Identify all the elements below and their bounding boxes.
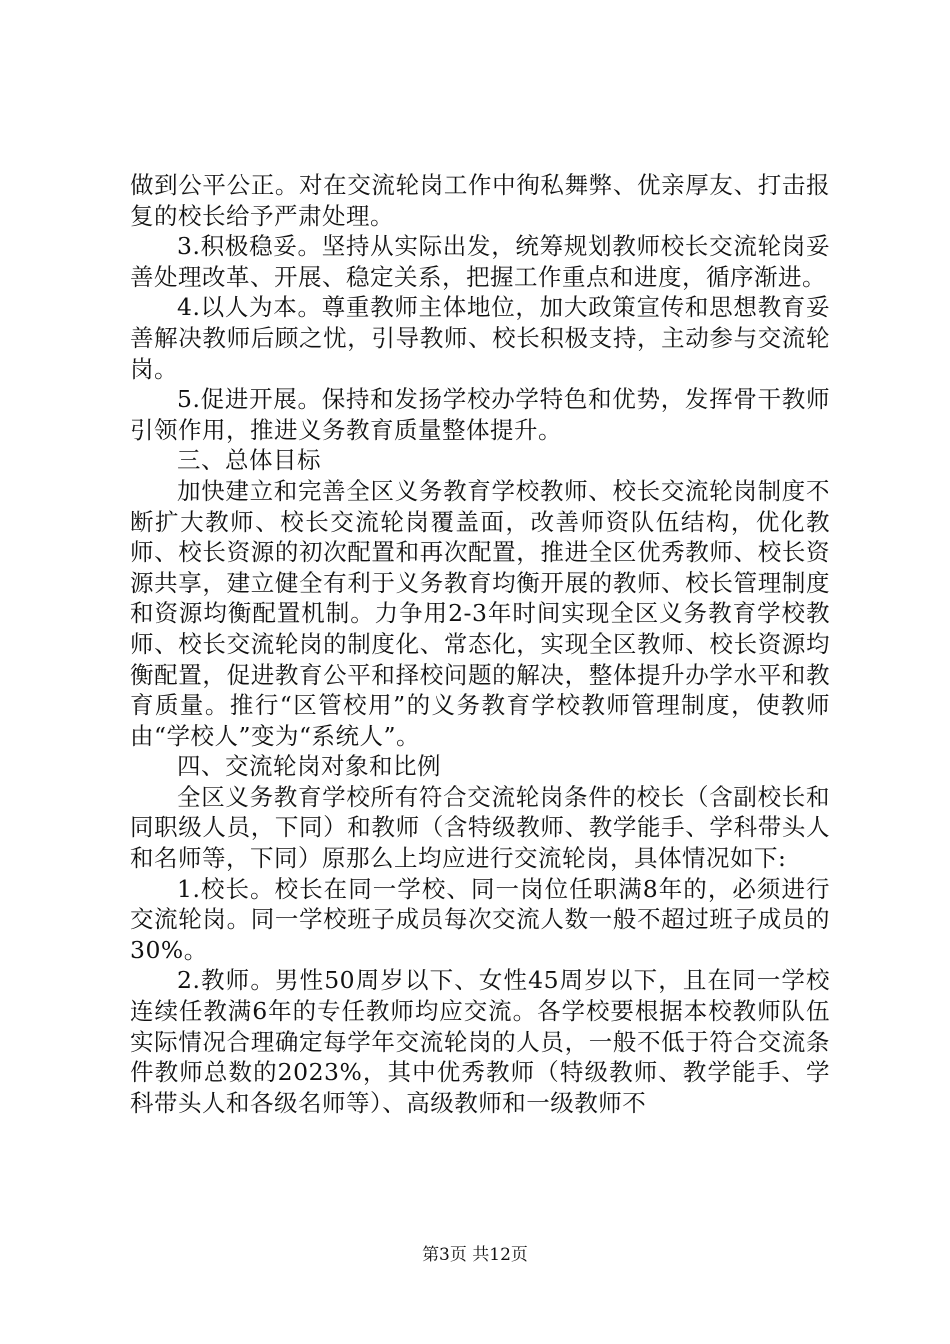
paragraph-principle-5: 5.促进开展。保持和发扬学校办学特色和优势，发挥骨干教师引领作用，推进义务教育质量整体提升。 [130, 385, 830, 444]
paragraph-principle-4: 4.以人为本。尊重教师主体地位，加大政策宣传和思想教育妥善解决教师后顾之忧，引导教师、校长积极支持，主动参与交流轮岗。 [130, 293, 830, 383]
paragraph-targets-intro: 全区义务教育学校所有符合交流轮岗条件的校长（含副校长和同职级人员，下同）和教师（含特级教师、教学能手、学科带头人和名师等，下同）原那么上均应进行交流轮岗，具体情况如下: [130, 782, 830, 873]
paragraph-overall-goals: 加快建立和完善全区义务教育学校教师、校长交流轮岗制度不断扩大教师、校长交流轮岗覆盖面，改善师资队伍结构，优化教师、校长资源的初次配置和再次配置，推进全区优秀教师、校长资源共享，建立健全有利于义务教育均衡开展的教师、校长管理制度和资源均衡配置机制。力争用2-3年时间实现全区义务教育学校教师、校长交流轮岗的制度化、常态化，实现全区教师、校长资源均衡配置，促进教育公平和择校问题的解决，整体提升办学水平和教育质量。推行“区管校用”的义务教育学校教师管理制度，使教师由“学校人”变为“系统人”。 [130, 476, 830, 750]
paragraph-principle-3: 3.积极稳妥。坚持从实际出发，统筹规划教师校长交流轮岗妥善处理改革、开展、稳定关系，把握工作重点和进度，循序渐进。 [130, 232, 830, 291]
document-body [130, 170, 830, 1118]
paragraph-principals: 1.校长。校长在同一学校、同一岗位任职满8年的，必须进行交流轮岗。同一学校班子成员每次交流人数一般不超过班子成员的30%。 [130, 874, 830, 964]
paragraph-fairness: 做到公平公正。对在交流轮岗工作中徇私舞弊、优亲厚友、打击报复的校长给予严肃处理。 [130, 171, 830, 230]
page-number-footer: 第3页 共12页 [422, 1245, 528, 1265]
paragraph-teachers: 2.教师。男性50周岁以下、女性45周岁以下，且在同一学校连续任教满6年的专任教师均应交流。各学校要根据本校教师队伍实际情况合理确定每学年交流轮岗的人员，一般不低于符合交流条件教师总数的2023%，其中优秀教师（特级教师、教学能手、学科带头人和各级名师等）、高级教师和一级教师不 [130, 966, 830, 1117]
section-heading-overall-goals: 三、总体目标 [177, 446, 321, 475]
section-heading-targets-ratio: 四、交流轮岗对象和比例 [177, 752, 441, 781]
